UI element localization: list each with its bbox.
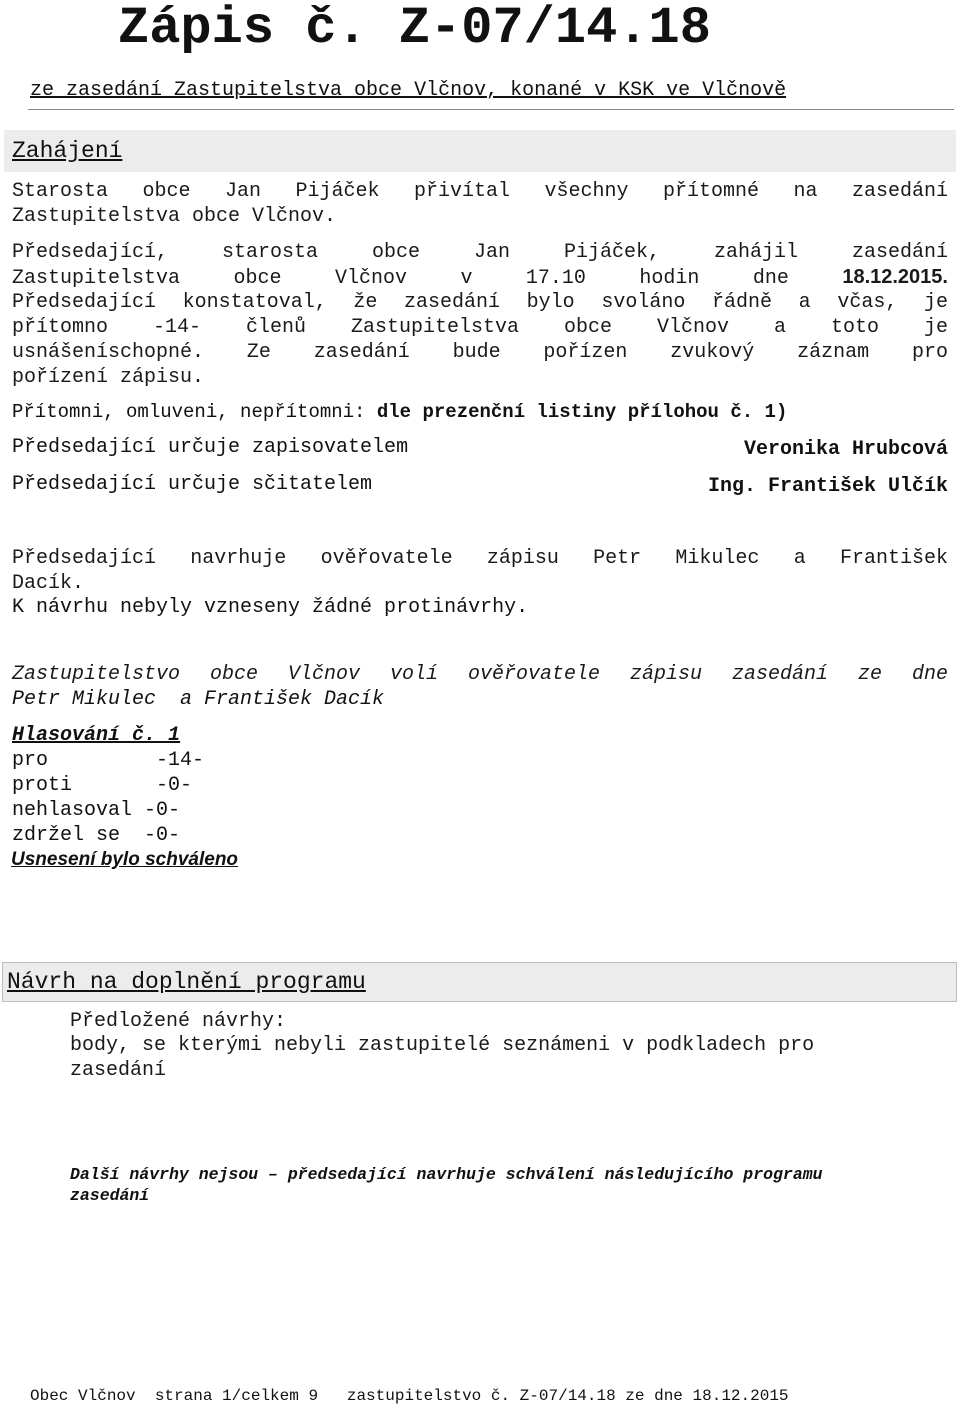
verifiers-line2: Dacík. [12,572,85,595]
para3-line4: pořízení zápisu. [12,366,205,389]
document-title: Zápis č. Z-07/14.18 [118,0,711,58]
page-footer: Obec Vlčnov strana 1/celkem 9 zastupitelstvo č. Z-07/14.18 ze dne 18.12.2015 [30,1387,789,1405]
para1-line1: Starosta obce Jan Pijáček přivítal všechny přítomné na zasedání [12,180,948,203]
para2-line2 [12,265,948,291]
subtitle-divider [28,109,954,110]
resolution-result: Usnesení bylo schváleno [11,849,239,870]
attendance-label: Přítomni, omluveni, nepřítomni: [12,401,366,423]
section-heading-program: Návrh na doplnění programu [7,969,366,995]
vote-row-abstained: zdržel se -0- [12,824,181,847]
counter-name: Ing. František Ulčík [707,475,948,498]
no-counterproposals: K návrhu nebyly vzneseny žádné protinávrhy. [12,596,529,619]
vote-row-not-voted: nehlasoval -0- [12,799,181,822]
para3-line2: přítomno -14- členů Zastupitelstva obce Vlčnov a toto je [12,316,948,339]
submitted-line1: body, se kterými nebyli zastupitelé seznámeni v podkladech pro [70,1034,815,1057]
section-header-bar-opening [4,130,956,172]
counter-label: Předsedající určuje sčitatelem [12,473,373,496]
vote-row-for: pro -14- [12,749,205,772]
recorder-label: Předsedající určuje zapisovatelem [12,436,409,459]
vote-row-against: proti -0- [12,774,193,797]
document-subtitle: ze zasedání Zastupitelstva obce Vlčnov, konané v KSK ve Vlčnově [30,79,787,102]
para2-line2-text: Zastupitelstva obce Vlčnov v 17.10 hodin dne [12,267,789,290]
meeting-date: 18.12.2015. [842,266,948,288]
para3-line1: Předsedající konstatoval, že zasedání bylo svoláno řádně a včas, je [12,291,948,314]
motion-line1: Zastupitelstvo obce Vlčnov volí ověřovatele zápisu zasedání ze dne [12,663,948,686]
para3-line3: usnášeníschopné. Ze zasedání bude pořízen zvukový záznam pro [12,341,948,364]
attendance-value: dle prezenční listiny přílohou č. 1) [376,401,788,423]
recorder-name: Veronika Hrubcová [743,438,948,461]
submitted-line2: zasedání [70,1059,167,1082]
verifiers-line1: Předsedající navrhuje ověřovatele zápisu Petr Mikulec a František [12,547,948,570]
para2-line1: Předsedající, starosta obce Jan Pijáček, zahájil zasedání [12,241,948,264]
para1-line2: Zastupitelstva obce Vlčnov. [12,205,337,228]
attendance-line [12,400,787,425]
proposal-line1: Další návrhy nejsou – předsedající navrhuje schválení následujícího programu [70,1165,823,1184]
vote-label: Hlasování č. 1 [12,724,181,747]
motion-line2: Petr Mikulec a František Dacík [12,688,385,711]
section-heading-opening: Zahájení [12,138,123,164]
proposal-line2: zasedání [70,1186,150,1205]
submitted-label: Předložené návrhy: [70,1010,287,1033]
